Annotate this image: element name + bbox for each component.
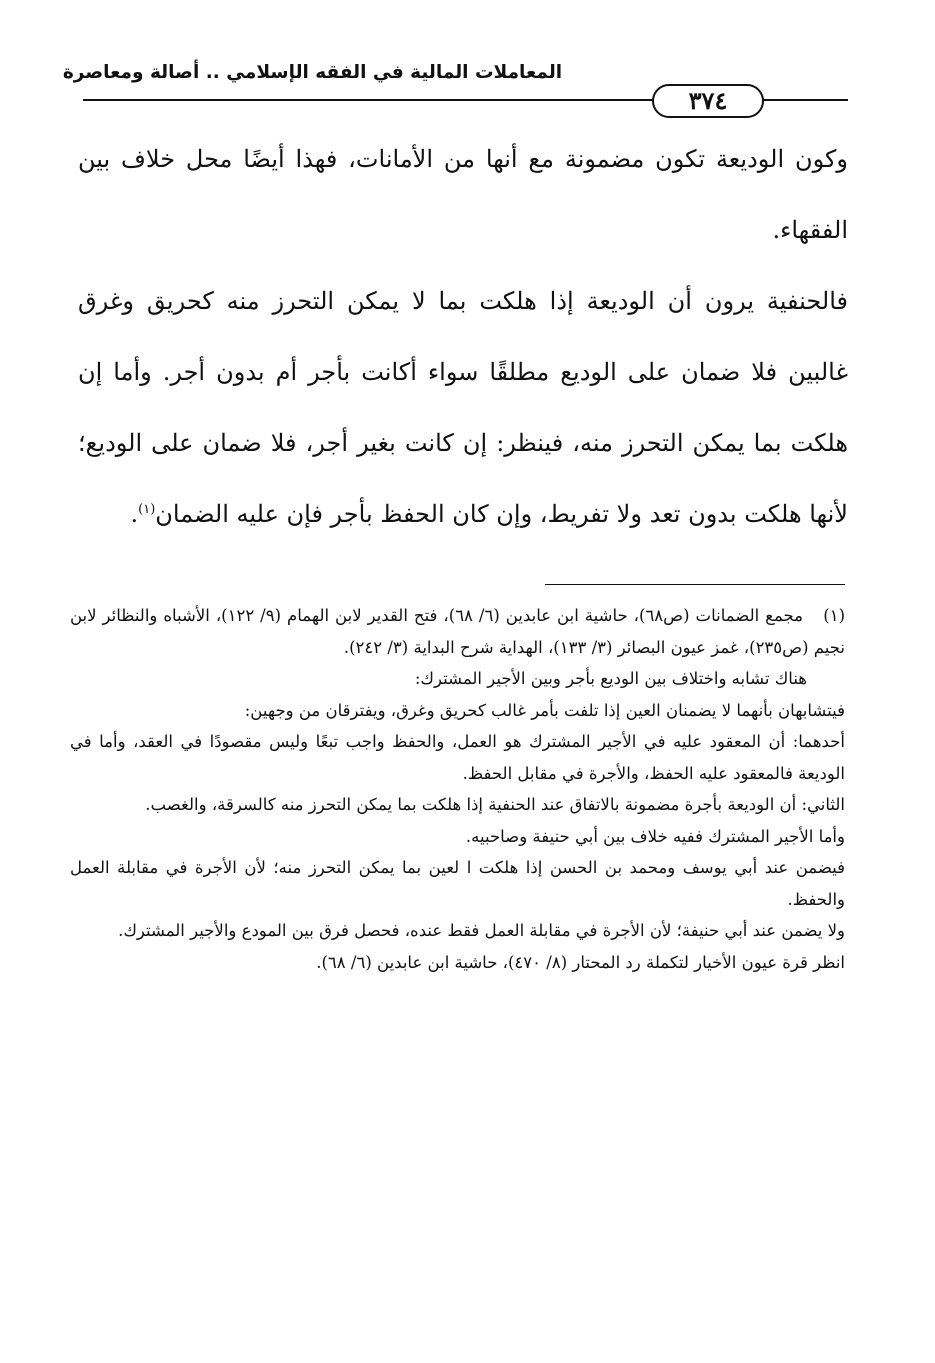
footnote-1-references <box>70 600 845 663</box>
body-paragraph-2 <box>78 266 848 550</box>
body-paragraph-1: وكون الوديعة تكون مضمونة مع أنها من الأمانات، فهذا أيضًا محل خلاف بين الفقهاء. <box>78 145 848 244</box>
footnote-ajir-dispute: وأما الأجير المشترك ففيه خلاف بين أبي حنيفة وصاحبيه. <box>465 826 845 846</box>
footnote-second-difference: الثاني: أن الوديعة بأجرة مضمونة بالاتفاق عند الحنفية إذا هلكت بما يمكن التحرز منه كالسرقة، والغصب. <box>145 795 845 814</box>
page-number-badge: ٣٧٤ <box>652 84 764 118</box>
footnote-number: (١) <box>823 606 845 625</box>
footnote-intro: هناك تشابه واختلاف بين الوديع بأجر وبين الأجير المشترك: <box>414 669 807 688</box>
main-body-2 <box>78 266 848 550</box>
body-paragraph-2-text: فالحنفية يرون أن الوديعة إذا هلكت بما لا يمكن التحرز منه كحريق وغرق غالبين فلا ضمان على الوديع مطلقًا سواء أكانت بأجر أم بدون أجر. وأما إن هلكت بما يمكن التحرز منه، فينظر: إن كانت بغير أجر، فلا ضمان على الوديع؛ لأنها هلكت بدون تعد ولا تفريط، وإن كان الحفظ بأجر فإن عليه الضمان <box>78 287 848 528</box>
main-body <box>78 124 848 266</box>
footnote-see-also: انظر قرة عيون الأخيار لتكملة رد المحتار (٨/ ٤٧٠)، حاشية ابن عابدين (٦/ ٦٨). <box>316 952 845 972</box>
body-paragraph-2-end: . <box>130 500 139 528</box>
footnote-first-difference: أحدهما: أن المعقود عليه في الأجير المشترك هو العمل، والحفظ واجب تبعًا وليس مقصودًا في العقد، وأما في الوديعة فالمعقود عليه الحفظ، والأجرة في مقابل الحفظ. <box>70 732 845 783</box>
footnote-liable-view: فيضمن عند أبي يوسف ومحمد بن الحسن إذا هلكت ا لعين بما يمكن التحرز منه؛ لأن الأجرة في مقابلة العمل والحفظ. <box>70 858 845 909</box>
footnote-not-liable-view: ولا يضمن عند أبي حنيفة؛ لأن الأجرة في مقابلة العمل فقط عنده، فحصل فرق بين المودع والأجير المشترك. <box>118 921 845 940</box>
footnote-similarity: فيتشابهان بأنهما لا يضمنان العين إذا تلفت بأمر غالب كحريق وغرق، ويفترقان من وجهين: <box>244 700 845 720</box>
footnote-1-ref-text: مجمع الضمانات (ص٦٨)، حاشية ابن عابدين (٦/ ٦٨)، فتح القدير لابن الهمام (٩/ ١٢٢)، الأشباه والنظائر لابن نجيم (ص٢٣٥)، غمز عيون البصائر (٣/ ١٣٣)، الهداية شرح البداية (٣/ ٢٤٢). <box>70 606 845 657</box>
footnotes-section <box>70 600 845 978</box>
footnote-separator <box>545 584 845 585</box>
running-header-title: المعاملات المالية في الفقه الإسلامي .. أصالة ومعاصرة <box>62 62 563 83</box>
footnote-marker: (١) <box>138 502 156 517</box>
